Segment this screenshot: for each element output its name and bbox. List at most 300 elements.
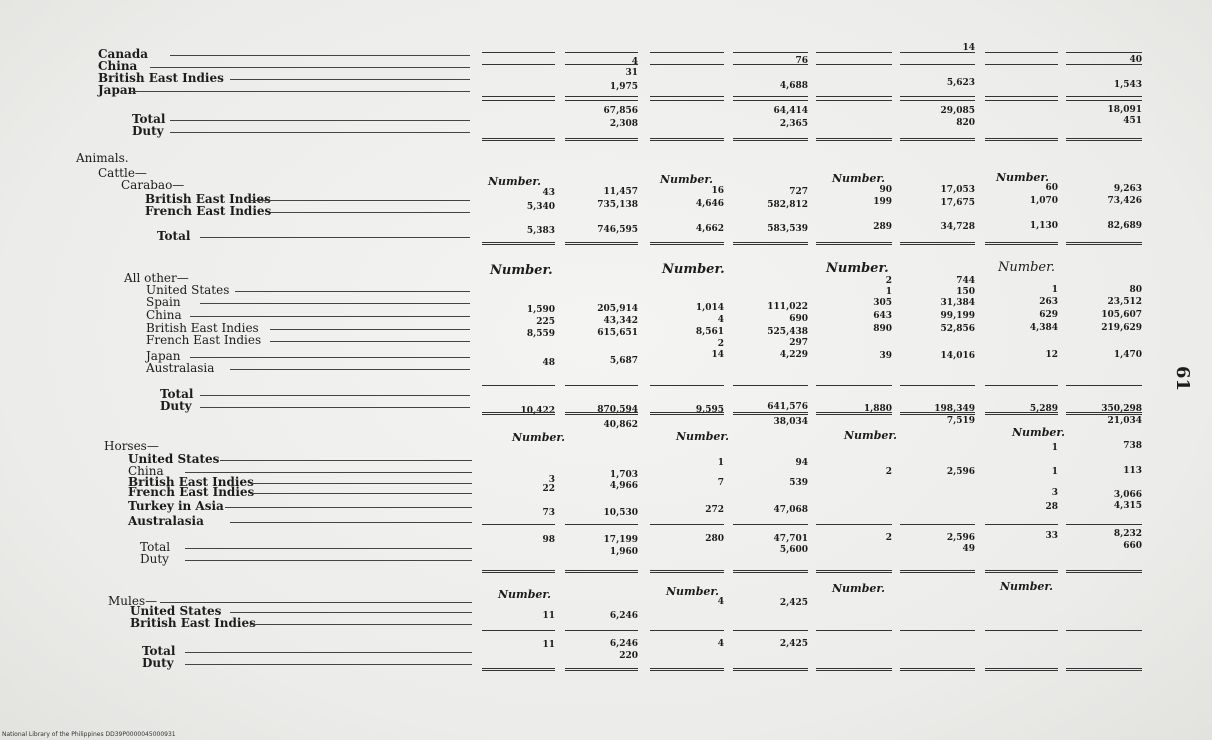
label-duty: Duty: [142, 656, 174, 670]
number-header: Number.: [666, 585, 719, 598]
table-cell: 1,960: [609, 547, 638, 557]
label-total: Total: [132, 112, 166, 126]
table-cell: 31,384: [940, 298, 975, 308]
table-cell: 1,470: [1113, 350, 1142, 360]
leader-line: [170, 120, 470, 121]
table-cell: 582,812: [767, 200, 808, 210]
table-cell: 583,539: [767, 224, 808, 234]
leader-line: [250, 483, 472, 484]
rule-line: [482, 412, 555, 415]
rule-line: [482, 524, 555, 525]
label-total: Total: [160, 387, 194, 401]
table-cell: 5,623: [946, 78, 975, 88]
table-cell: 2,596: [946, 467, 975, 477]
rule-line: [985, 524, 1058, 525]
table-cell: 5,600: [779, 545, 808, 555]
rule-line: [650, 64, 724, 65]
leader-line: [185, 560, 472, 561]
table-cell: 49: [962, 544, 975, 554]
table-cell: 3: [1051, 488, 1058, 498]
table-cell: 40,862: [603, 420, 638, 430]
table-cell: 738: [1123, 441, 1142, 451]
rule-line: [985, 100, 1058, 101]
table-cell: 11,457: [603, 187, 638, 197]
table-cell: 11: [542, 611, 555, 621]
number-header: Number.: [490, 263, 553, 278]
rule-line: [985, 242, 1058, 245]
rule-line: [565, 630, 638, 631]
table-cell: 1: [885, 287, 892, 297]
table-cell: 727: [789, 187, 808, 197]
table-cell: 660: [1123, 541, 1142, 551]
table-cell: 4,966: [609, 481, 638, 491]
rule-line: [816, 96, 892, 97]
table-cell: 2,365: [779, 119, 808, 129]
table-cell: 60: [1045, 183, 1058, 193]
table-cell: 1: [717, 458, 724, 468]
table-cell: 8,559: [526, 329, 555, 339]
table-cell: 82,689: [1107, 221, 1142, 231]
table-cell: 29,085: [940, 106, 975, 116]
rule-line: [733, 385, 808, 386]
table-cell: 3: [548, 475, 555, 485]
rule-line: [482, 96, 555, 97]
label-bei: British East Indies: [146, 321, 259, 335]
table-cell: 746,595: [597, 225, 638, 235]
label-animals: Animals.: [76, 151, 129, 165]
rule-line: [1066, 630, 1142, 631]
leader-line: [200, 303, 470, 304]
table-cell: 4,688: [779, 81, 808, 91]
rule-line: [650, 96, 724, 97]
rule-line: [733, 52, 808, 53]
rule-line: [985, 412, 1058, 415]
rule-line: [900, 668, 975, 671]
table-cell: 4: [717, 639, 724, 649]
table-cell: 641,576: [767, 402, 808, 412]
table-cell: 48: [542, 358, 555, 368]
rule-line: [985, 64, 1058, 65]
table-cell: 33: [1045, 531, 1058, 541]
label-duty: Duty: [132, 124, 164, 138]
rule-line: [733, 64, 808, 65]
label-bei: British East Indies: [130, 616, 256, 630]
rule-line: [565, 668, 638, 671]
number-header: Number.: [512, 431, 565, 444]
leader-line: [185, 664, 472, 665]
table-cell: 305: [873, 298, 892, 308]
rule-line: [1066, 570, 1142, 573]
table-cell: 4,315: [1113, 501, 1142, 511]
table-cell: 67,856: [603, 106, 638, 116]
rule-line: [816, 668, 892, 671]
table-cell: 64,414: [773, 106, 808, 116]
table-cell: 22: [542, 484, 555, 494]
table-cell: 105,607: [1101, 310, 1142, 320]
rule-line: [900, 412, 975, 415]
rule-line: [482, 570, 555, 573]
table-cell: 12: [1045, 350, 1058, 360]
label-japan: Japan: [146, 349, 181, 363]
table-cell: 98: [542, 535, 555, 545]
rule-line: [650, 630, 724, 631]
rule-line: [900, 96, 975, 97]
rule-line: [816, 52, 892, 53]
label-canada: Canada: [98, 47, 148, 61]
number-header: Number.: [662, 262, 725, 277]
label-japan: Japan: [98, 83, 137, 97]
table-cell: 39: [879, 351, 892, 361]
rule-line: [816, 524, 892, 525]
table-cell: 7,519: [946, 416, 975, 426]
label-duty: Duty: [160, 399, 192, 413]
table-cell: 539: [789, 478, 808, 488]
rule-line: [650, 385, 724, 386]
rule-line: [985, 668, 1058, 671]
table-cell: 297: [789, 338, 808, 348]
table-cell: 870,594: [597, 405, 638, 415]
table-cell: 34,728: [940, 222, 975, 232]
table-cell: 111,022: [767, 302, 808, 312]
table-cell: 17,053: [940, 185, 975, 195]
table-cell: 18,091: [1107, 105, 1142, 115]
leader-line: [170, 55, 470, 56]
table-cell: 643: [873, 311, 892, 321]
table-cell: 629: [1039, 310, 1058, 320]
label-us: United States: [128, 452, 220, 466]
rule-line: [650, 100, 724, 101]
table-cell: 14: [711, 350, 724, 360]
table-cell: 17,199: [603, 535, 638, 545]
table-cell: 1,014: [695, 303, 724, 313]
footer-credit: National Library of the Philippines DD39P0000045000931: [2, 731, 176, 738]
table-cell: 4,662: [695, 224, 724, 234]
table-cell: 47,068: [773, 505, 808, 515]
rule-line: [650, 412, 724, 415]
table-cell: 7: [717, 478, 724, 488]
leader-line: [230, 79, 470, 80]
rule-line: [1066, 412, 1142, 415]
table-cell: 1: [1051, 467, 1058, 477]
rule-line: [650, 668, 724, 671]
leader-line: [200, 407, 470, 408]
leader-line: [185, 548, 472, 549]
number-header: Number.: [498, 588, 551, 601]
rule-line: [816, 242, 892, 245]
table-cell: 43: [542, 188, 555, 198]
label-australasia: Australasia: [146, 361, 215, 375]
table-cell: 735,138: [597, 200, 638, 210]
table-cell: 8,232: [1113, 529, 1142, 539]
label-us: United States: [130, 604, 222, 618]
rule-line: [565, 242, 638, 245]
table-cell: 9,263: [1113, 184, 1142, 194]
table-cell: 113: [1123, 466, 1142, 476]
table-cell: 1,130: [1029, 221, 1058, 231]
table-cell: 615,651: [597, 328, 638, 338]
table-cell: 820: [956, 118, 975, 128]
table-cell: 90: [879, 185, 892, 195]
table-cell: 2: [717, 339, 724, 349]
table-cell: 10,530: [603, 508, 638, 518]
rule-line: [565, 570, 638, 573]
rule-line: [565, 96, 638, 97]
label-bei: British East Indies: [145, 192, 271, 206]
table-cell: 289: [873, 222, 892, 232]
label-total: Total: [157, 229, 191, 243]
label-duty: Duty: [140, 552, 169, 566]
rule-line: [900, 52, 975, 53]
table-cell: 5,687: [609, 356, 638, 366]
table-cell: 3,066: [1113, 490, 1142, 500]
table-cell: 80: [1129, 285, 1142, 295]
table-cell: 525,438: [767, 327, 808, 337]
number-header: Number.: [1012, 426, 1065, 439]
rule-line: [1066, 52, 1142, 53]
table-cell: 199: [873, 197, 892, 207]
table-cell: 4: [631, 57, 638, 67]
table-cell: 16: [711, 186, 724, 196]
rule-line: [482, 138, 555, 141]
rule-line: [1066, 668, 1142, 671]
table-cell: 14: [962, 43, 975, 53]
table-cell: 1,880: [863, 404, 892, 414]
table-cell: 8,561: [695, 327, 724, 337]
table-cell: 73: [542, 508, 555, 518]
leader-line: [230, 369, 470, 370]
rule-line: [733, 524, 808, 525]
label-horses: Horses—: [104, 439, 159, 453]
leader-line: [225, 507, 472, 508]
table-cell: 451: [1123, 116, 1142, 126]
leader-line: [130, 91, 470, 92]
rule-line: [1066, 138, 1142, 141]
number-header: Number.: [660, 173, 713, 186]
rule-line: [565, 138, 638, 141]
leader-line: [230, 522, 472, 523]
number-header: Number.: [998, 260, 1056, 275]
table-cell: 263: [1039, 297, 1058, 307]
table-cell: 2,596: [946, 533, 975, 543]
label-us: United States: [146, 283, 230, 297]
number-header: Number.: [676, 430, 729, 443]
table-cell: 99,199: [940, 311, 975, 321]
rule-line: [565, 52, 638, 53]
table-cell: 272: [705, 505, 724, 515]
table-cell: 11: [542, 640, 555, 650]
table-cell: 198,349: [934, 404, 975, 414]
number-header: Number.: [832, 582, 885, 595]
rule-line: [733, 570, 808, 573]
table-cell: 4,646: [695, 199, 724, 209]
table-cell: 5,289: [1029, 404, 1058, 414]
rule-line: [1066, 242, 1142, 245]
rule-line: [565, 64, 638, 65]
rule-line: [900, 524, 975, 525]
label-bei: British East Indies: [128, 475, 254, 489]
table-cell: 40: [1129, 55, 1142, 65]
rule-line: [900, 570, 975, 573]
table-cell: 2: [885, 533, 892, 543]
leader-line: [250, 493, 472, 494]
rule-line: [650, 138, 724, 141]
rule-line: [650, 570, 724, 573]
number-header: Number.: [1000, 580, 1053, 593]
rule-line: [900, 630, 975, 631]
table-cell: 4: [717, 315, 724, 325]
table-cell: 4: [717, 597, 724, 607]
rule-line: [650, 524, 724, 525]
leader-line: [270, 329, 470, 330]
table-cell: 47,701: [773, 534, 808, 544]
rule-line: [985, 96, 1058, 97]
rule-line: [482, 630, 555, 631]
leader-line: [190, 316, 470, 317]
table-cell: 219,629: [1101, 323, 1142, 333]
table-cell: 94: [795, 458, 808, 468]
label-mules: Mules—: [108, 594, 158, 608]
table-cell: 2: [885, 276, 892, 286]
label-spain: Spain: [146, 295, 181, 309]
rule-line: [816, 412, 892, 415]
page-number: 61: [1172, 365, 1194, 392]
table-cell: 150: [956, 287, 975, 297]
leader-line: [200, 395, 470, 396]
table-cell: 28: [1045, 502, 1058, 512]
rule-line: [565, 412, 638, 415]
rule-line: [985, 570, 1058, 573]
leader-line: [150, 67, 470, 68]
rule-line: [1066, 64, 1142, 65]
table-cell: 4,384: [1029, 323, 1058, 333]
table-cell: 4,229: [779, 350, 808, 360]
rule-line: [482, 668, 555, 671]
number-header: Number.: [996, 171, 1049, 184]
label-allother: All other—: [124, 271, 189, 285]
rule-line: [733, 100, 808, 101]
table-cell: 2,425: [779, 598, 808, 608]
table-cell: 1,070: [1029, 196, 1058, 206]
table-cell: 10,422: [520, 406, 555, 416]
label-total: Total: [140, 540, 171, 554]
rule-line: [650, 52, 724, 53]
leader-line: [250, 624, 472, 625]
table-cell: 43,342: [603, 316, 638, 326]
rule-line: [985, 385, 1058, 386]
rule-line: [482, 52, 555, 53]
rule-line: [1066, 385, 1142, 386]
rule-line: [1066, 100, 1142, 101]
table-cell: 1,590: [526, 305, 555, 315]
table-cell: 350,298: [1101, 404, 1142, 414]
label-china: China: [98, 59, 138, 73]
table-cell: 76: [795, 56, 808, 66]
rule-line: [733, 138, 808, 141]
rule-line: [733, 412, 808, 415]
rule-line: [900, 138, 975, 141]
table-cell: 205,914: [597, 304, 638, 314]
table-cell: 890: [873, 324, 892, 334]
leader-line: [270, 212, 470, 213]
leader-line: [200, 237, 470, 238]
table-cell: 744: [956, 276, 975, 286]
table-cell: 1,543: [1113, 80, 1142, 90]
rule-line: [565, 385, 638, 386]
table-cell: 2,308: [609, 119, 638, 129]
rule-line: [733, 242, 808, 245]
leader-line: [250, 200, 470, 201]
table-cell: 690: [789, 314, 808, 324]
rule-line: [1066, 524, 1142, 525]
rule-line: [733, 630, 808, 631]
label-turkey: Turkey in Asia: [128, 499, 224, 513]
rule-line: [816, 64, 892, 65]
rule-line: [985, 52, 1058, 53]
leader-line: [185, 472, 472, 473]
label-bei: British East Indies: [98, 71, 224, 85]
rule-line: [565, 524, 638, 525]
table-cell: 280: [705, 534, 724, 544]
leader-line: [235, 291, 470, 292]
table-cell: 23,512: [1107, 297, 1142, 307]
leader-line: [220, 460, 472, 461]
label-total: Total: [142, 644, 176, 658]
table-cell: 5,340: [526, 202, 555, 212]
rule-line: [482, 100, 555, 101]
label-cattle: Cattle—: [98, 166, 147, 180]
label-australasia: Australasia: [128, 514, 204, 528]
rule-line: [900, 100, 975, 101]
number-header: Number.: [488, 175, 541, 188]
label-fei: French East Indies: [145, 204, 272, 218]
leader-line: [230, 612, 472, 613]
table-cell: 14,016: [940, 351, 975, 361]
rule-line: [985, 138, 1058, 141]
rule-line: [482, 242, 555, 245]
table-cell: 5,383: [526, 226, 555, 236]
label-carabao: Carabao—: [121, 178, 185, 192]
leader-line: [190, 357, 470, 358]
label-fei: French East Indies: [146, 333, 262, 347]
table-cell: 31: [625, 68, 638, 78]
table-cell: 9,595: [695, 405, 724, 415]
table-cell: 220: [619, 651, 638, 661]
leader-line: [160, 602, 472, 603]
table-cell: 21,034: [1107, 416, 1142, 426]
table-cell: 2,425: [779, 639, 808, 649]
table-cell: 17,675: [940, 198, 975, 208]
rule-line: [733, 668, 808, 671]
rule-line: [650, 242, 724, 245]
rule-line: [900, 64, 975, 65]
table-cell: 52,856: [940, 324, 975, 334]
rule-line: [816, 100, 892, 101]
number-header: Number.: [826, 261, 889, 276]
table-cell: 225: [536, 317, 555, 327]
leader-line: [185, 652, 472, 653]
rule-line: [482, 64, 555, 65]
table-cell: 1,975: [609, 82, 638, 92]
table-cell: 2: [885, 467, 892, 477]
rule-line: [565, 100, 638, 101]
rule-line: [900, 385, 975, 386]
table-cell: 1,703: [609, 470, 638, 480]
number-header: Number.: [832, 172, 885, 185]
rule-line: [482, 385, 555, 386]
leader-line: [270, 341, 470, 342]
rule-line: [1066, 96, 1142, 97]
rule-line: [733, 96, 808, 97]
